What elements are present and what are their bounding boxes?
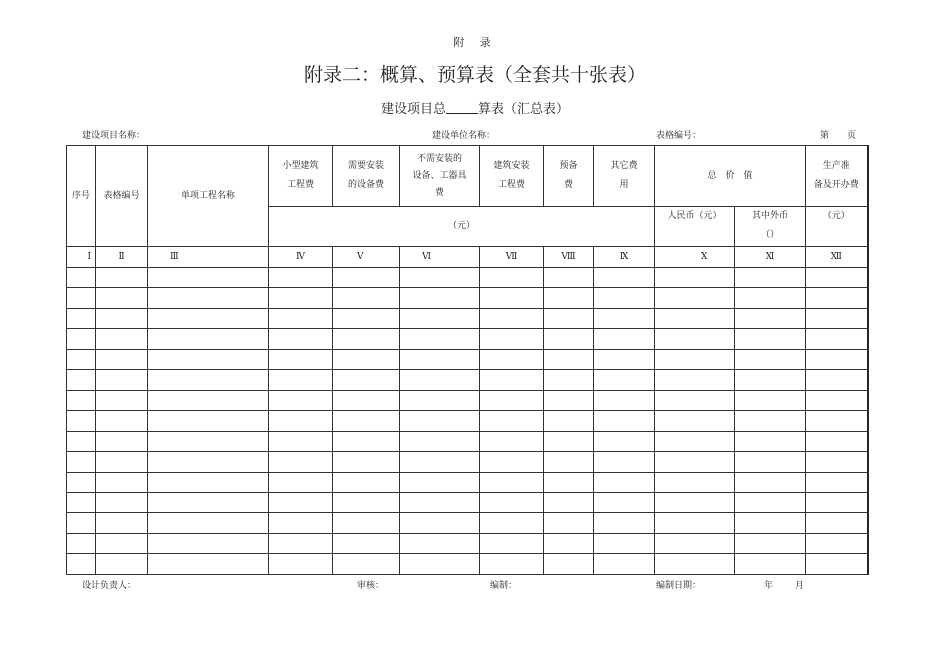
table-cell	[400, 554, 480, 575]
table-cell	[806, 288, 868, 308]
table-cell	[544, 267, 594, 287]
table-cell	[333, 431, 400, 451]
table-cell	[67, 554, 96, 575]
table-row	[67, 267, 868, 287]
table-cell	[269, 390, 333, 410]
table-cell	[480, 431, 544, 451]
subtitle-prefix: 建设项目总	[380, 102, 446, 117]
table-cell	[655, 349, 735, 369]
header-item-name: 单项工程名称	[148, 146, 269, 247]
table-cell	[148, 267, 269, 287]
table-cell	[594, 267, 655, 287]
summary-estimate-table	[66, 145, 869, 575]
table-row	[67, 452, 868, 472]
table-cell	[594, 329, 655, 349]
table-cell	[806, 554, 868, 575]
table-row	[67, 288, 868, 308]
table-cell	[544, 370, 594, 390]
table-cell	[806, 329, 868, 349]
table-cell	[806, 370, 868, 390]
table-cell	[806, 411, 868, 431]
table-number-label: 表格编号：	[656, 131, 702, 141]
column-number: Ⅲ	[148, 247, 269, 267]
table-cell	[96, 472, 148, 492]
table-cell	[400, 267, 480, 287]
table-cell	[269, 431, 333, 451]
header-reserve	[544, 146, 594, 207]
column-number: Ⅵ	[400, 247, 480, 267]
table-cell	[544, 288, 594, 308]
table-cell	[480, 329, 544, 349]
table-cell	[148, 472, 269, 492]
header-line: （）	[761, 230, 780, 241]
table-cell	[333, 370, 400, 390]
table-cell	[67, 431, 96, 451]
table-cell	[735, 411, 806, 431]
table-cell	[67, 349, 96, 369]
table-row	[67, 431, 868, 451]
table-cell	[480, 492, 544, 512]
table-cell	[655, 472, 735, 492]
table-cell	[269, 554, 333, 575]
month-label: 月	[795, 581, 805, 591]
header-line: 其它费	[610, 161, 638, 172]
table-cell	[735, 554, 806, 575]
table-cell	[96, 329, 148, 349]
table-cell	[67, 533, 96, 553]
table-cell	[269, 288, 333, 308]
table-cell	[735, 349, 806, 369]
header-line: 预备	[559, 161, 578, 172]
column-number: Ⅷ	[544, 247, 594, 267]
table-cell	[67, 411, 96, 431]
table-cell	[655, 492, 735, 512]
column-number: Ⅴ	[333, 247, 400, 267]
table-cell	[333, 308, 400, 328]
table-cell	[96, 533, 148, 553]
table-cell	[96, 267, 148, 287]
table-cell	[96, 411, 148, 431]
table-cell	[148, 411, 269, 431]
table-cell	[544, 472, 594, 492]
table-cell	[655, 288, 735, 308]
header-prep-unit: （元）	[806, 207, 868, 247]
unit-name-label: 建设单位名称：	[432, 131, 496, 141]
table-cell	[67, 288, 96, 308]
column-number: Ⅱ	[96, 247, 148, 267]
table-cell	[806, 308, 868, 328]
table-cell	[806, 431, 868, 451]
header-line: 备及开办费	[813, 180, 859, 191]
table-cell	[544, 308, 594, 328]
table-cell	[735, 329, 806, 349]
table-cell	[148, 390, 269, 410]
table-row	[67, 308, 868, 328]
running-header: 附 录	[453, 36, 497, 49]
table-cell	[655, 452, 735, 472]
table-cell	[594, 533, 655, 553]
table-cell	[96, 308, 148, 328]
column-number: Ⅶ	[480, 247, 544, 267]
table-cell	[67, 492, 96, 512]
table-cell	[806, 472, 868, 492]
table-cell	[96, 554, 148, 575]
table-cell	[148, 513, 269, 533]
table-cell	[400, 370, 480, 390]
table-cell	[594, 288, 655, 308]
column-number: Ⅻ	[806, 247, 868, 267]
table-cell	[333, 349, 400, 369]
table-cell	[333, 513, 400, 533]
table-row	[67, 472, 868, 492]
table-cell	[333, 267, 400, 287]
table-cell	[269, 308, 333, 328]
table-cell	[269, 370, 333, 390]
table-cell	[655, 329, 735, 349]
table-cell	[480, 308, 544, 328]
table-cell	[96, 431, 148, 451]
designer-label: 设计负责人：	[82, 581, 137, 591]
table-row	[67, 492, 868, 512]
table-cell	[735, 492, 806, 512]
table-cell	[480, 513, 544, 533]
table-row	[67, 533, 868, 553]
table-cell	[655, 513, 735, 533]
table-cell	[67, 267, 96, 287]
table-cell	[333, 390, 400, 410]
table-cell	[594, 513, 655, 533]
table-cell	[400, 452, 480, 472]
table-cell	[400, 472, 480, 492]
header-line: 小型建筑	[282, 161, 319, 172]
table-cell	[400, 308, 480, 328]
table-cell	[67, 513, 96, 533]
table-cell	[400, 431, 480, 451]
table-cell	[480, 267, 544, 287]
table-cell	[96, 452, 148, 472]
table-cell	[148, 554, 269, 575]
table-cell	[655, 411, 735, 431]
table-cell	[480, 452, 544, 472]
header-line: 的设备费	[347, 180, 384, 191]
table-cell	[480, 533, 544, 553]
subtitle-blank-line	[446, 101, 478, 114]
header-other	[594, 146, 655, 207]
table-cell	[269, 452, 333, 472]
table-cell	[594, 431, 655, 451]
table-cell	[67, 308, 96, 328]
table-cell	[544, 349, 594, 369]
table-cell	[67, 472, 96, 492]
table-row	[67, 370, 868, 390]
table-cell	[269, 349, 333, 369]
table-cell	[735, 267, 806, 287]
table-cell	[148, 329, 269, 349]
table-cell	[655, 390, 735, 410]
table-cell	[269, 411, 333, 431]
table-cell	[269, 472, 333, 492]
table-cell	[96, 492, 148, 512]
table-cell	[735, 288, 806, 308]
table-cell	[400, 513, 480, 533]
table-cell	[269, 533, 333, 553]
table-cell	[735, 452, 806, 472]
header-line: 费	[563, 180, 573, 191]
header-building-install	[480, 146, 544, 207]
table-cell	[544, 390, 594, 410]
header-rmb: 人民币（元）	[655, 207, 735, 247]
table-cell	[480, 370, 544, 390]
subtitle-suffix: 算表（汇总表）	[478, 102, 570, 117]
table-cell	[544, 513, 594, 533]
table-cell	[67, 370, 96, 390]
table-cell	[735, 431, 806, 451]
table-cell	[594, 349, 655, 369]
compile-label: 编制：	[490, 581, 518, 591]
header-line: 费	[434, 187, 444, 198]
table-cell	[655, 431, 735, 451]
table-cell	[806, 267, 868, 287]
header-install-equipment	[333, 146, 400, 207]
table-cell	[400, 288, 480, 308]
header-seq: 序号	[67, 146, 96, 247]
table-cell	[148, 370, 269, 390]
table-cell	[594, 472, 655, 492]
table-cell	[735, 390, 806, 410]
page-title: 附录二：概算、预算表（全套共十张表）	[303, 64, 646, 86]
table-cell	[96, 390, 148, 410]
header-line: 需要安装	[347, 161, 384, 172]
table-cell	[96, 513, 148, 533]
table-cell	[655, 533, 735, 553]
table-cell	[269, 267, 333, 287]
table-row	[67, 513, 868, 533]
table-cell	[594, 308, 655, 328]
table-cell	[148, 308, 269, 328]
table-cell	[67, 329, 96, 349]
table-cell	[96, 349, 148, 369]
table-row	[67, 390, 868, 410]
table-cell	[480, 554, 544, 575]
table-cell	[655, 267, 735, 287]
table-subtitle	[0, 98, 950, 117]
table-cell	[148, 492, 269, 512]
table-cell	[544, 411, 594, 431]
header-line: 工程费	[497, 180, 525, 191]
table-cell	[269, 492, 333, 512]
table-cell	[400, 329, 480, 349]
table-cell	[544, 431, 594, 451]
table-cell	[400, 411, 480, 431]
table-cell	[735, 308, 806, 328]
table-cell	[735, 472, 806, 492]
table-cell	[544, 533, 594, 553]
column-number: Ⅹ	[655, 247, 735, 267]
header-line: 设备、工器具	[412, 170, 467, 181]
header-table-number: 表格编号	[96, 146, 148, 247]
table-cell	[480, 411, 544, 431]
table-cell	[148, 533, 269, 553]
table-cell	[96, 370, 148, 390]
table-cell	[148, 288, 269, 308]
column-number: Ⅳ	[269, 247, 333, 267]
table-cell	[544, 452, 594, 472]
header-line: 不需安装的	[416, 153, 462, 164]
table-cell	[594, 411, 655, 431]
table-cell	[735, 533, 806, 553]
table-cell	[333, 452, 400, 472]
table-cell	[96, 288, 148, 308]
header-foreign-currency	[735, 207, 806, 247]
table-cell	[594, 492, 655, 512]
table-cell	[400, 533, 480, 553]
table-cell	[544, 329, 594, 349]
header-line: 生产准	[822, 161, 850, 172]
header-no-install-equipment	[400, 146, 480, 207]
table-cell	[148, 431, 269, 451]
project-name-label: 建设项目名称：	[82, 131, 146, 141]
header-line: 工程费	[286, 180, 314, 191]
table-row	[67, 554, 868, 575]
table-cell	[806, 349, 868, 369]
table-cell	[655, 554, 735, 575]
header-production-prep	[806, 146, 868, 207]
column-number: Ⅰ	[67, 247, 96, 267]
page-number-label: 第 页	[820, 131, 857, 141]
header-line: 其中外币	[752, 211, 789, 222]
table-cell	[269, 329, 333, 349]
table-cell	[594, 554, 655, 575]
column-number: Ⅸ	[594, 247, 655, 267]
table-cell	[655, 370, 735, 390]
table-cell	[400, 492, 480, 512]
table-cell	[333, 533, 400, 553]
table-cell	[333, 329, 400, 349]
table-cell	[655, 308, 735, 328]
table-cell	[735, 370, 806, 390]
table-cell	[400, 390, 480, 410]
table-cell	[480, 472, 544, 492]
table-cell	[148, 349, 269, 369]
table-cell	[333, 411, 400, 431]
table-cell	[806, 533, 868, 553]
header-line: 用	[619, 180, 629, 191]
table-cell	[480, 349, 544, 369]
review-label: 审核：	[357, 581, 385, 591]
year-label: 年	[764, 581, 774, 591]
table-cell	[333, 288, 400, 308]
table-cell	[333, 492, 400, 512]
compile-date-label: 编制日期：	[656, 581, 702, 591]
table-cell	[544, 492, 594, 512]
column-number: Ⅺ	[735, 247, 806, 267]
table-cell	[333, 554, 400, 575]
table-cell	[806, 513, 868, 533]
table-cell	[269, 513, 333, 533]
table-cell	[735, 513, 806, 533]
header-total-value: 总 价 值	[655, 146, 806, 207]
table-cell	[67, 390, 96, 410]
header-small-building	[269, 146, 333, 207]
table-cell	[544, 554, 594, 575]
table-cell	[806, 390, 868, 410]
table-cell	[148, 452, 269, 472]
header-unit-yuan: （元）	[269, 207, 655, 247]
table-cell	[480, 390, 544, 410]
table-row	[67, 329, 868, 349]
table-cell	[594, 370, 655, 390]
header-line: 建筑安装	[493, 161, 530, 172]
table-cell	[480, 288, 544, 308]
table-row	[67, 411, 868, 431]
column-number-row	[67, 247, 868, 267]
table-cell	[594, 390, 655, 410]
table-cell	[333, 472, 400, 492]
table-cell	[594, 452, 655, 472]
table-cell	[806, 452, 868, 472]
table-row	[67, 349, 868, 369]
table-cell	[400, 349, 480, 369]
table-cell	[67, 452, 96, 472]
table-cell	[806, 492, 868, 512]
